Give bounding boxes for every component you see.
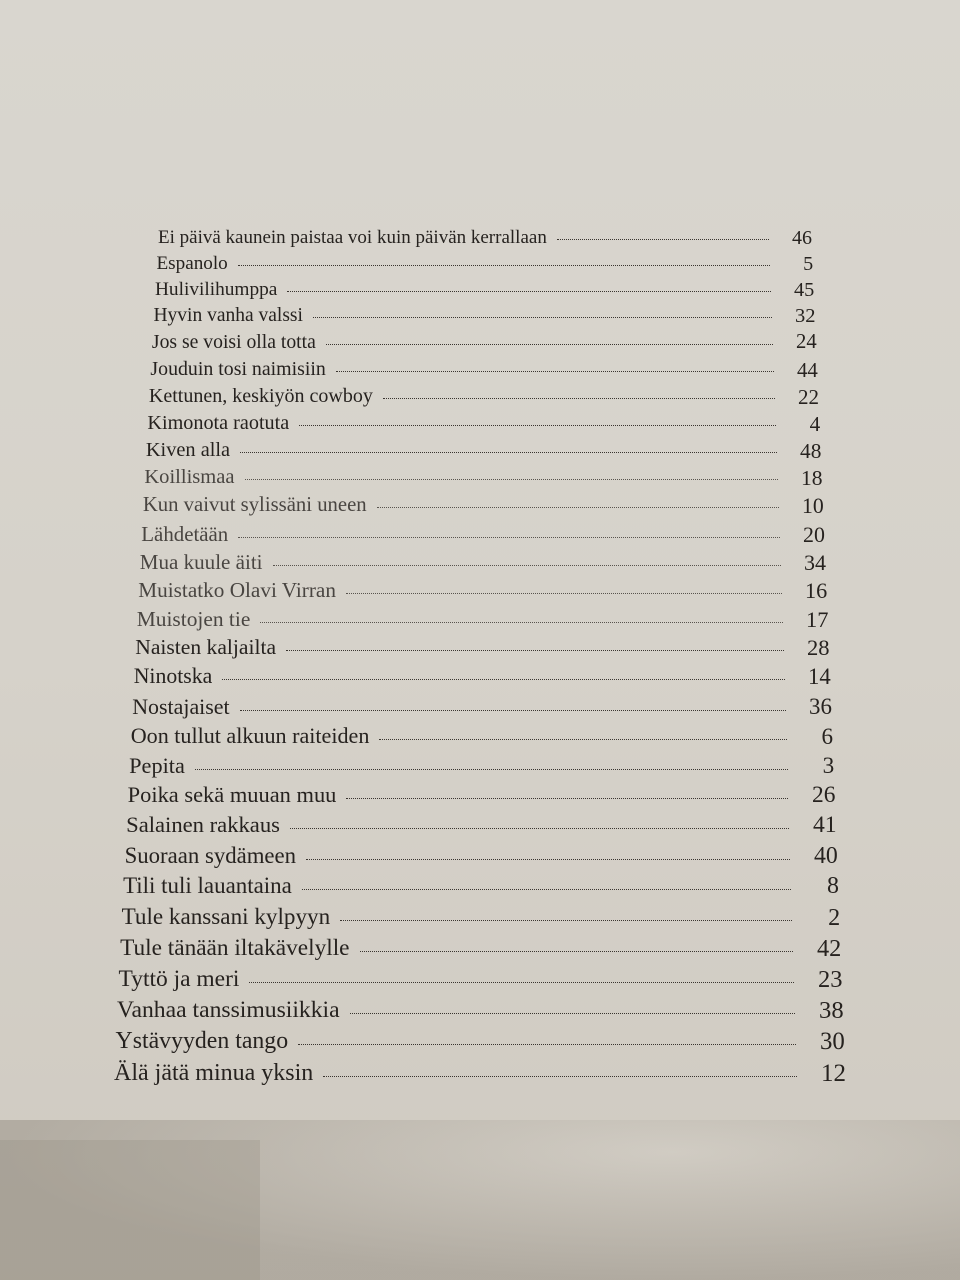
index-entry	[114, 1060, 803, 1087]
dot-leader	[273, 565, 781, 566]
entry-title: Hyvin vanha valssi	[153, 304, 303, 326]
index-entry	[122, 904, 799, 931]
entry-title: Ystävyyden tango	[115, 1028, 289, 1055]
entry-page-number: 4	[809, 411, 821, 436]
entry-title: Nostajaiset	[132, 693, 230, 719]
dot-leader	[249, 982, 794, 983]
entry-title: Tule tänään iltakävelylle	[120, 934, 350, 961]
entry-title: Kettunen, keskiyön cowboy	[148, 384, 373, 407]
entry-title: Muistatko Olavi Virran	[138, 578, 336, 603]
index-entry	[128, 782, 795, 808]
index-entry	[155, 279, 777, 301]
index-entry	[152, 331, 779, 354]
index-entry	[138, 578, 787, 603]
index-entry	[120, 935, 799, 962]
entry-page-number: 48	[800, 438, 822, 463]
hand-shadow	[0, 1140, 260, 1280]
dot-leader	[299, 425, 776, 426]
index-entry	[137, 607, 789, 632]
dot-leader	[287, 291, 771, 292]
dot-leader	[306, 859, 790, 860]
entry-page-number: 32	[795, 304, 816, 327]
entry-page-number: 36	[809, 693, 832, 719]
entry-title: Tili tuli lauantaina	[123, 873, 292, 899]
dot-leader	[340, 920, 792, 921]
entry-title: Tule kanssani kylpyyn	[121, 903, 331, 930]
entry-page-number: 23	[818, 965, 843, 993]
entry-page-number: 20	[803, 521, 825, 547]
entry-page-number: 8	[826, 873, 839, 900]
dot-leader	[377, 507, 779, 508]
dot-leader	[222, 679, 784, 680]
entry-page-number: 41	[813, 812, 837, 839]
entry-title: Kiven alla	[145, 438, 231, 461]
index-entry	[158, 227, 775, 249]
index-entry	[135, 635, 789, 660]
dot-leader	[350, 1013, 796, 1014]
index-entry	[132, 694, 791, 720]
dot-leader	[245, 479, 778, 480]
entry-page-number: 22	[798, 384, 820, 409]
entry-title: Naisten kaljailta	[135, 635, 277, 660]
entry-page-number: 26	[812, 782, 836, 809]
dot-leader	[346, 798, 788, 799]
entry-page-number: 10	[802, 493, 824, 518]
entry-page-number: 45	[794, 278, 815, 301]
index-entry	[129, 753, 793, 779]
entry-page-number: 2	[828, 903, 841, 931]
entry-page-number: 24	[796, 331, 817, 354]
entry-page-number: 16	[805, 578, 828, 604]
dot-leader	[260, 622, 782, 623]
index-entry	[131, 723, 793, 749]
dot-leader	[313, 317, 772, 318]
dot-leader	[302, 889, 792, 890]
entry-page-number: 18	[801, 466, 823, 491]
index-entry	[140, 550, 787, 575]
dot-leader	[298, 1044, 796, 1045]
entry-page-number: 28	[807, 635, 830, 661]
entry-title: Koillismaa	[144, 466, 235, 489]
entry-page-number: 5	[803, 252, 814, 275]
dot-leader	[238, 537, 780, 538]
entry-title: Kun vaivut sylissäni uneen	[142, 493, 367, 516]
entry-page-number: 12	[821, 1060, 846, 1088]
entry-title: Vanhaa tanssimusiikkia	[117, 996, 340, 1023]
dot-leader	[238, 265, 770, 266]
dot-leader	[240, 710, 786, 711]
dot-leader	[336, 371, 774, 372]
index-entry	[153, 305, 778, 327]
index-entry	[125, 843, 797, 869]
dot-leader	[240, 452, 777, 453]
entry-title: Kimonota raotuta	[147, 411, 290, 434]
entry-title: Älä jätä minua yksin	[114, 1060, 314, 1087]
entry-page-number: 30	[820, 1028, 845, 1056]
entry-title: Oon tullut alkuun raiteiden	[130, 722, 370, 748]
entry-title: Espanolo	[156, 252, 228, 274]
entry-page-number: 46	[792, 227, 812, 249]
entry-title: Jos se voisi olla totta	[151, 331, 316, 354]
entry-page-number: 14	[808, 664, 831, 690]
index-entry	[150, 358, 780, 381]
dot-leader	[326, 344, 773, 345]
dot-leader	[383, 398, 775, 399]
entry-title: Mua kuule äiti	[139, 549, 263, 574]
index-entry	[134, 664, 791, 689]
dot-leader	[360, 951, 794, 952]
entry-title: Jouduin tosi naimisiin	[150, 357, 326, 380]
index-entry	[156, 253, 776, 275]
index-entry	[144, 466, 784, 489]
dot-leader	[290, 828, 790, 829]
entry-title: Ninotska	[133, 664, 213, 689]
index-entry	[116, 1028, 803, 1055]
index-entry	[141, 522, 786, 547]
entry-title: Tyttö ja meri	[118, 965, 240, 992]
entry-title: Salainen rakkaus	[126, 812, 280, 838]
entry-title: Hulivilihumppa	[154, 278, 278, 300]
dot-leader	[557, 239, 769, 240]
dot-leader	[323, 1076, 797, 1077]
index-entry	[126, 812, 795, 838]
entry-page-number: 17	[806, 606, 829, 632]
dot-leader	[379, 739, 786, 740]
entry-page-number: 44	[797, 357, 818, 382]
entry-page-number: 40	[814, 842, 838, 869]
entry-title: Pepita	[129, 752, 185, 778]
dot-leader	[346, 593, 782, 594]
index-entry	[149, 385, 781, 408]
index-entry	[117, 997, 801, 1024]
entry-title: Poika sekä muuan muu	[127, 782, 337, 808]
dot-leader	[286, 650, 784, 651]
index-entry	[147, 412, 782, 435]
entry-title: Suoraan sydämeen	[124, 842, 297, 868]
index-entry	[143, 494, 785, 517]
entry-page-number: 38	[819, 996, 844, 1024]
index-entry	[119, 966, 801, 993]
entry-page-number: 3	[822, 752, 835, 779]
dot-leader	[195, 769, 788, 770]
entry-title: Ei päivä kaunein paistaa voi kuin päivän kerrallaan	[158, 227, 547, 248]
entry-page-number: 6	[821, 722, 834, 749]
index-entry	[146, 439, 783, 462]
entry-page-number: 34	[804, 549, 827, 575]
entry-page-number: 42	[817, 934, 842, 962]
entry-title: Lähdetään	[141, 521, 229, 546]
entry-title: Muistojen tie	[136, 606, 251, 631]
index-entry	[123, 873, 797, 899]
